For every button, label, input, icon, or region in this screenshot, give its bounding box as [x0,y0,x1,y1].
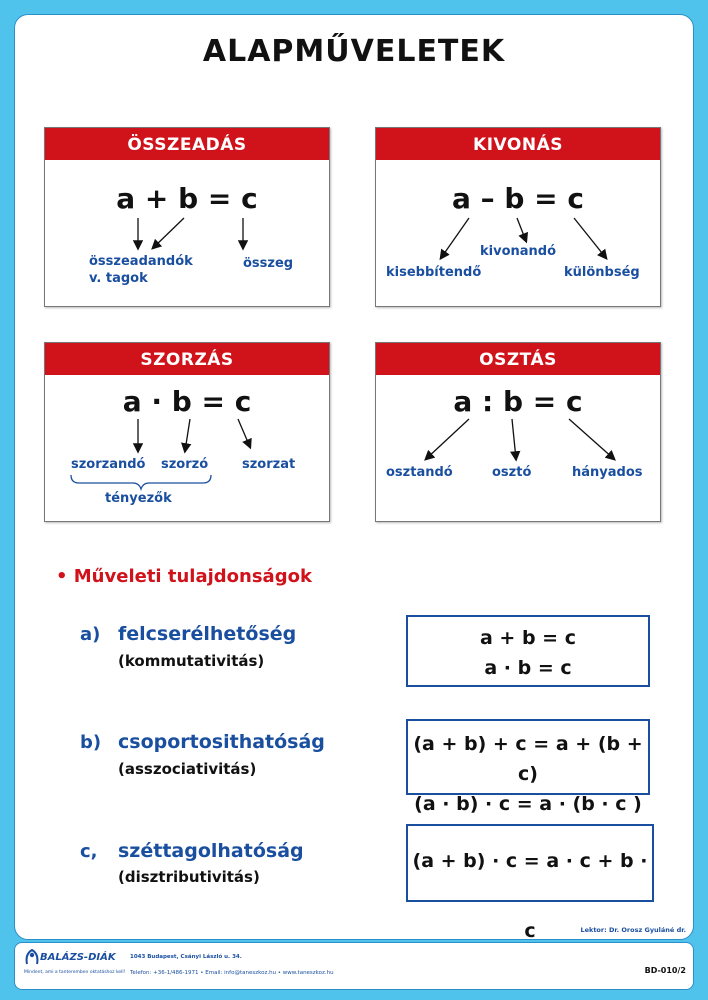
card-addition-header: ÖSSZEADÁS [45,128,329,160]
publisher-logo-icon [24,948,40,966]
arrow-c [574,218,606,258]
property-b-sub: (asszociativitás) [118,760,257,778]
publisher-contact: Telefon: +36-1/486-1971 • Email: info@taneszkoz.hu • www.taneszkoz.hu [130,970,334,976]
label-osztando: osztandó [386,465,453,480]
property-b-name: csoportosithatóság [118,731,325,753]
card-division-header: OSZTÁS [376,343,660,375]
property-b-letter: b) [80,732,102,753]
card-subtraction-header: KIVONÁS [376,128,660,160]
arrow-c [238,419,250,447]
label-hanyados: hányados [572,465,643,480]
arrow-b [517,218,526,241]
page-title: ALAPMŰVELETEK [202,34,506,69]
property-a-sub: (kommutativitás) [118,652,265,670]
card-multiplication [44,342,330,522]
card-division [375,342,661,522]
publisher-slogan: Mindent, ami a tanteremben oktatáshoz kell! [24,970,126,975]
formula-c-line1: (a + b) · c = a · c + b · c [412,850,648,942]
property-c-sub: (disztributivitás) [118,868,260,886]
label-kulonbseg: különbség [564,265,640,280]
addition-formula: a + b = c [116,182,258,215]
division-formula: a : b = c [453,385,583,418]
arrow-b [512,419,516,459]
card-multiplication-header: SZORZÁS [45,343,329,375]
multiplication-formula: a · b = c [122,385,252,418]
product-code: BD-010/2 [644,966,686,975]
label-kivonando: kivonandó [480,244,557,259]
multiplication-arrows [45,343,329,521]
arrow-c [569,419,614,459]
label-osszeg: összeg [243,256,294,271]
formula-a-line2: a · b = c [484,657,572,679]
division-arrows [376,343,660,521]
formula-box-a [406,615,650,687]
label-szorzando: szorzandó [71,457,146,472]
footer-panel [14,942,694,990]
formula-b-line1: (a + b) + c = a + (b + c) [413,733,643,785]
label-v-tagok: v. tagok [89,271,148,286]
properties-heading: • Műveleti tulajdonságok [56,566,312,587]
formula-box-b [406,719,650,815]
lektor-text: Lektor: Dr. Orosz Gyuláné dr. [580,926,686,934]
property-c-name: széttagolhatóság [118,840,304,862]
publisher-brand: BALÁZS-DIÁK [40,952,116,963]
formula-a-line1: a + b = c [480,627,576,649]
publisher-address: 1043 Budapest, Csányi László u. 34. [130,954,242,960]
arrow-b [185,419,190,451]
label-szorzat: szorzat [242,457,296,472]
arrow-a [441,218,469,258]
label-kisebbitendo: kisebbítendő [386,265,482,280]
property-a-name: felcserélhetőség [118,623,297,645]
label-osszeadandok: összeadandók [89,254,193,269]
arrow-a [426,419,469,459]
addition-arrows [45,128,329,306]
label-tenyezok: tényezők [105,491,172,506]
arrow-b [153,218,184,248]
subtraction-formula: a – b = c [452,182,584,215]
card-addition [44,127,330,307]
formula-b-line2: (a · b) · c = a · (b · c ) [414,793,642,815]
property-c-letter: c, [80,841,98,862]
label-szorzo: szorzó [161,457,209,472]
brace [71,475,211,489]
card-subtraction [375,127,661,307]
label-oszto: osztó [492,465,532,480]
property-a-letter: a) [80,624,101,645]
